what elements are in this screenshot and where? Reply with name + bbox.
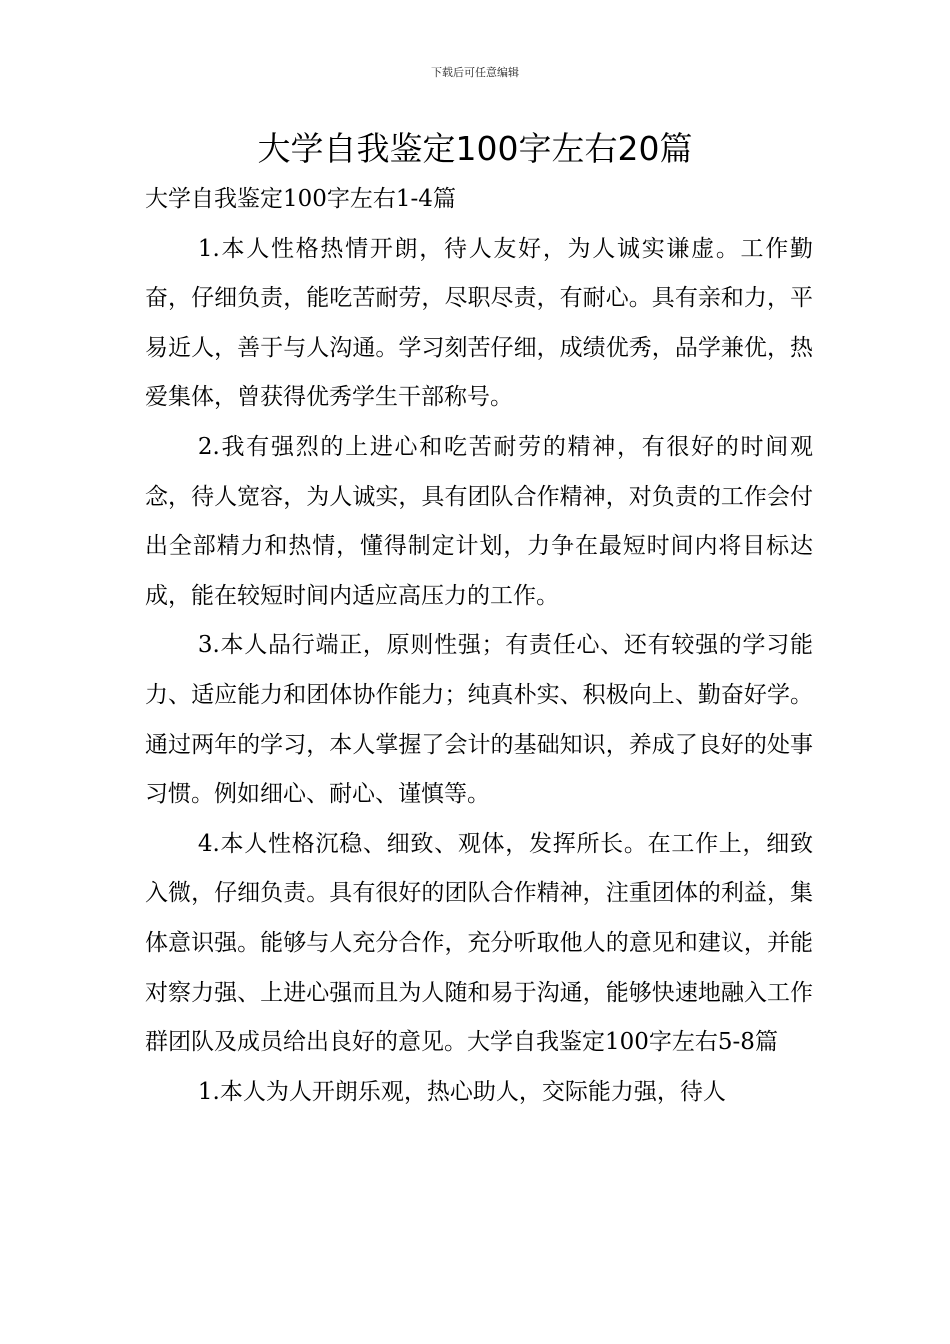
- paragraph-4-text: 4.本人性格沉稳、细致、观体，发挥所长。在工作上，细致入微，仔细负责。具有很好的团队合作精神，注重团体的利益，集体意识强。能够与人充分合作，充分听取他人的意见和建议，并能对察力强、上进心强而且为人随和易于沟通，能够快速地融入工作群团队及成员给出良好的意见。: [145, 830, 813, 1056]
- paragraph-4: [145, 820, 813, 1068]
- section-heading-inline: 大学自我鉴定100字左右5-8篇: [467, 1029, 778, 1056]
- paragraph-1: 1.本人性格热情开朗，待人友好，为人诚实谦虚。工作勤奋，仔细负责，能吃苦耐劳，尽职尽责，有耐心。具有亲和力，平易近人，善于与人沟通。学习刻苦仔细，成绩优秀，品学兼优，热爱集体，曾获得优秀学生干部称号。: [145, 235, 813, 411]
- document-body: [145, 175, 813, 1117]
- document-title: 大学自我鉴定100字左右20篇: [257, 129, 693, 168]
- page-header-note: 下载后可任意编辑: [431, 66, 519, 79]
- paragraph-2: 2.我有强烈的上进心和吃苦耐劳的精神，有很好的时间观念，待人宽容，为人诚实，具有团队合作精神，对负责的工作会付出全部精力和热情，懂得制定计划，力争在最短时间内将目标达成，能在较短时间内适应高压力的工作。: [145, 433, 813, 609]
- paragraph-5: 1.本人为人开朗乐观，热心助人，交际能力强，待人: [197, 1078, 726, 1105]
- section-heading: 大学自我鉴定100字左右1-4篇: [145, 186, 456, 212]
- paragraph-3: 3.本人品行端正，原则性强；有责任心、还有较强的学习能力、适应能力和团体协作能力；纯真朴实、积极向上、勤奋好学。通过两年的学习，本人掌握了会计的基础知识，养成了良好的处事习惯。例如细心、耐心、谨慎等。: [145, 632, 813, 808]
